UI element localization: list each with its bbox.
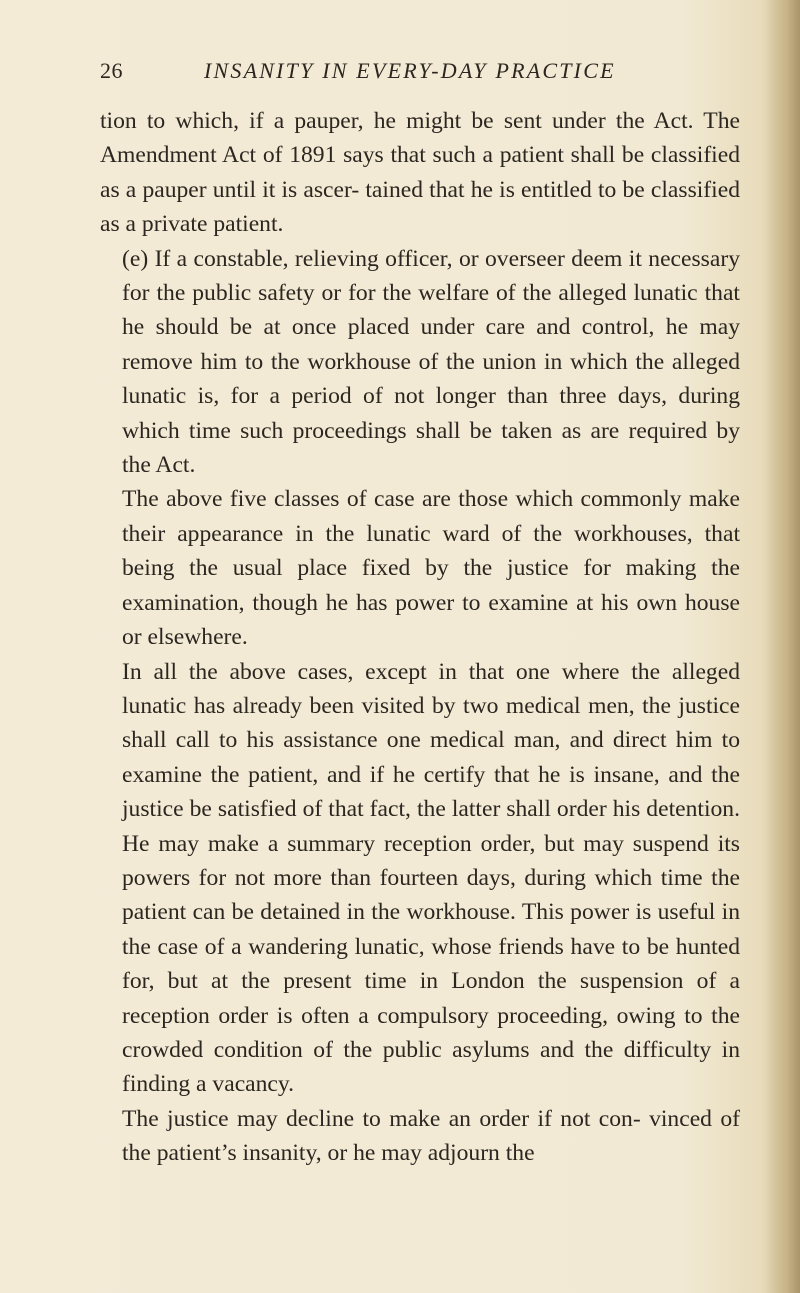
page-header bbox=[100, 58, 740, 88]
page-edge-shadow bbox=[766, 0, 800, 1293]
page-number: 26 bbox=[100, 58, 123, 83]
paragraph-justice-decline: The justice may decline to make an order if not con- vinced of the patient’s insanity, or he may adjourn the bbox=[122, 1105, 740, 1167]
paragraph-five-classes: The above five classes of case are those which commonly make their appearance in the lunatic ward of the workhouses, that being the usual place fixed by the justice for making the examination, though he has power to examine at his own house or elsewhere. bbox=[122, 486, 740, 651]
body-text bbox=[100, 104, 740, 1171]
running-head: INSANITY IN EVERY-DAY PRACTICE bbox=[204, 58, 616, 83]
paragraph-clause-e: (e) If a constable, relieving officer, or overseer deem it necessary for the public safety or for the welfare of the alleged lunatic that he should be at once placed under care and control, he may remove him to the workhouse of the union in which the alleged lunatic is, for a period of not longer than three days, during which time such proceedings shall be taken as are required by the Act. bbox=[122, 245, 740, 479]
paragraph-continuation: tion to which, if a pauper, he might be sent under the Act. The Amendment Act of 1891 says that such a patient shall be classified as a pauper until it is ascer- tained that he is entitled to be classified as a private patient. bbox=[100, 108, 740, 238]
paragraph-above-cases: In all the above cases, except in that one where the alleged lunatic has already been visited by two medical men, the justice shall call to his assistance one medical man, and direct him to examine the patient, and if he certify that he is insane, and the justice be satisfied of that fact, the latter shall order his detention. He may make a summary reception order, but may suspend its powers for not more than fourteen days, during which time the patient can be detained in the workhouse. This power is useful in the case of a wandering lunatic, whose friends have to be hunted for, but at the present time in London the suspension of a reception order is often a compulsory proceeding, owing to the crowded condition of the public asylums and the difficulty in finding a vacancy. bbox=[122, 658, 740, 1098]
